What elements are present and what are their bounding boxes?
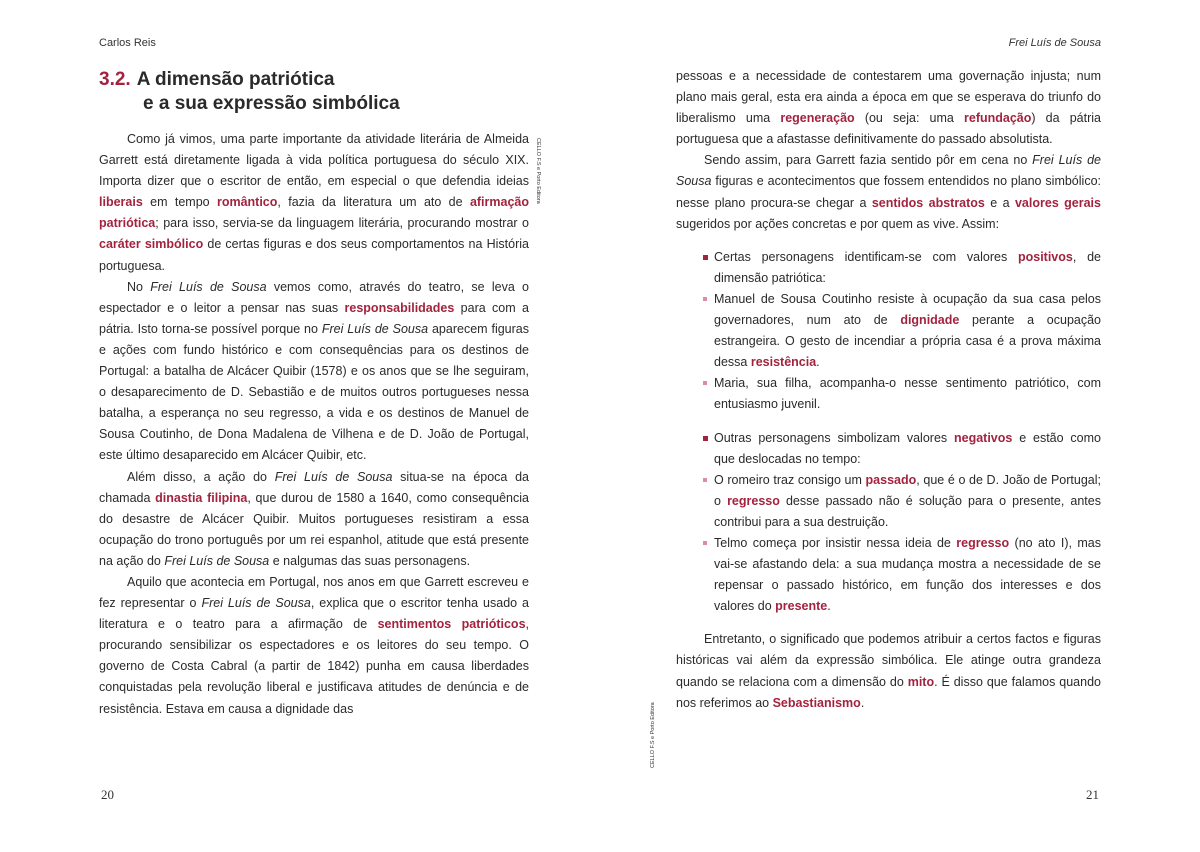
text-run: , explica que o escritor tenha usado a literatura e o teatro para a afirmação de [99, 596, 530, 632]
text-run: . [860, 695, 865, 710]
keyword-highlight: regresso [956, 535, 1010, 550]
text-run: (ou seja: uma [854, 111, 964, 126]
text-run: e estão como que deslocadas no tempo: [714, 430, 1101, 466]
text-run: Telmo começa por insistir nessa ideia de [714, 535, 957, 550]
text-run: . [816, 355, 820, 370]
text-run: Entretanto, o significado que podemos atribuir a certos factos e figuras históricas vai além da expressão simbólica. Ele atinge outra grandeza quando se relaciona com a dimensão do [676, 632, 1101, 689]
work-title: Frei Luís de Sousa [274, 469, 393, 484]
text-run: , procurando sensibilizar os espectadores e os leitores do seu tempo. O governo de Costa Cabral (a partir de 1842) punha em causa liberdades conquistadas pela revolução liberal e justificava atitudes de denúncia e de resistência. Estava em causa a dignidade das [99, 617, 530, 716]
sub-bullet-item [714, 289, 1101, 373]
body-paragraph [99, 277, 529, 467]
right-body-text [676, 66, 1101, 714]
text-run: de certas figuras e dos seus comportamentos na História portuguesa. [99, 237, 529, 273]
publisher-credit: CELLO F.S e Porto Editora [535, 138, 541, 204]
running-head-title: Frei Luís de Sousa [1008, 37, 1101, 49]
keyword-highlight: refundação [964, 111, 1032, 126]
keyword-highlight: romântico [216, 195, 278, 210]
text-run: sugeridos por ações concretas e por quem as vive. Assim: [676, 216, 1000, 231]
text-run: em tempo [142, 195, 217, 210]
text-run: Aquilo que acontecia em Portugal, nos anos em que Garrett escreveu e fez representar o [99, 574, 529, 611]
sub-bullet-list [714, 470, 1101, 618]
keyword-highlight: Sebastianismo [772, 695, 861, 710]
text-run: . É disso que falamos quando nos referimos ao [676, 674, 1101, 710]
body-paragraph [99, 467, 529, 572]
left-body-text [99, 129, 529, 720]
page-number-right: 21 [1086, 787, 1099, 802]
body-paragraph [676, 66, 1101, 150]
text-run: , fazia da literatura um ato de [277, 195, 470, 210]
work-title: Frei Luís de Sousa [321, 321, 429, 336]
text-run: situa-se na época da chamada [99, 469, 530, 505]
publisher-credit: CELLO F.S e Porto Editora [650, 702, 656, 768]
text-run: , de dimensão patriótica: [714, 249, 1101, 285]
section-title-line2: e a sua expressão simbólica [143, 93, 400, 114]
right-page [600, 0, 1200, 852]
body-paragraph [676, 150, 1101, 234]
keyword-highlight: responsabilidades [344, 300, 455, 315]
keyword-highlight: regresso [727, 493, 780, 508]
body-paragraph [99, 572, 529, 720]
work-title: Frei Luís de Sousa [676, 153, 1101, 189]
section-heading [99, 68, 529, 116]
text-run: , que durou de 1580 a 1640, como consequência do desastre de Alcácer Quibir. Muitos portugueses resistiram a essa ocupação do trono português por um rei espanhol, atitude que está presente na ação do [99, 490, 529, 568]
bullet-item [714, 428, 1101, 618]
text-run: , que é o de D. João de Portugal; o [714, 472, 1101, 508]
text-run: aparecem figuras e ações com fundo histórico e com consequências para os destinos de Portugal: a batalha de Alcácer Quibir (1578) e os anos que se lhe seguiram, o desaparecimento de D. Sebastião e de muitos outros portugueses nessa batalha, a esperança no seu regresso, a vida e os destinos de Manuel de Sousa Coutinho, de Dona Madalena de Vilhena e de D. João de Portugal, este último desaparecido em Alcácer Quibir, etc. [99, 321, 529, 463]
text-run: ) da pátria portuguesa que a afastasse definitivamente do passado absolutista. [676, 111, 1101, 147]
bullet-list [676, 247, 1101, 618]
keyword-highlight: positivos [1017, 249, 1073, 264]
sub-bullet-item [714, 373, 1101, 415]
sub-bullet-list [714, 289, 1101, 416]
sub-bullet-item [714, 470, 1101, 533]
running-head-author: Carlos Reis [99, 37, 156, 49]
keyword-highlight: sentidos abstratos [871, 195, 985, 210]
text-run: pessoas e a necessidade de contestarem uma governação injusta; num plano mais geral, esta era ainda a época em que se esperava do triunfo do liberalismo uma [676, 69, 1101, 126]
text-run: e nalgumas das suas personagens. [269, 553, 471, 568]
section-number: 3.2. [99, 69, 131, 90]
text-run: . [827, 599, 831, 614]
keyword-highlight: valores gerais [1014, 195, 1101, 210]
text-run: vemos como, através do teatro, se leva o espectador e o leitor a pensar nas suas [99, 279, 529, 315]
text-run: ; para isso, servia-se da linguagem literária, procurando mostrar o [155, 216, 529, 231]
text-run: Como já vimos, uma parte importante da atividade literária de Almeida Garrett está diretamente ligada à vida política portuguesa do século XIX. Importa dizer que o escritor de então, em especial o que defendia ideias [99, 132, 529, 189]
keyword-highlight: sentimentos patrióticos [377, 617, 526, 632]
keyword-highlight: passado [865, 472, 917, 487]
keyword-highlight: negativos [954, 430, 1013, 445]
bullet-item [714, 247, 1101, 416]
text-run: Outras personagens simbolizam valores [714, 430, 954, 445]
keyword-highlight: presente [775, 599, 828, 614]
work-title: Frei Luís de Sousa [150, 279, 267, 294]
keyword-highlight: resistência [750, 355, 817, 370]
text-run: O romeiro traz consigo um [714, 472, 866, 487]
keyword-highlight: caráter simbólico [99, 237, 204, 252]
text-run: Além disso, a ação do [127, 469, 275, 484]
text-run: (no ato I), mas vai-se afastando dela: a sua mudança mostra a necessidade de se repensar o passado histórico, em função dos interesses e dos valores do [714, 535, 1102, 614]
text-run: Manuel de Sousa Coutinho resiste à ocupação da sua casa pelos governadores, num ato de [714, 291, 1101, 328]
text-run: figuras e acontecimentos que fossem entendidos no plano simbólico: nesse plano procura-se chegar a [676, 174, 1101, 210]
keyword-highlight: afirmação patriótica [99, 195, 529, 231]
keyword-highlight: regeneração [780, 111, 855, 126]
text-run: para com a pátria. Isto torna-se possível porque no [99, 300, 529, 336]
text-run: Sendo assim, para Garrett fazia sentido pôr em cena no [704, 153, 1033, 168]
keyword-highlight: liberais [99, 195, 143, 210]
text-run: perante a ocupação estrangeira. O gesto de incendiar a própria casa é a prova máxima dessa [714, 313, 1101, 370]
keyword-highlight: dignidade [900, 313, 960, 328]
page-number-left: 20 [101, 787, 114, 802]
keyword-highlight: mito [907, 674, 935, 689]
body-paragraph [99, 129, 529, 277]
text-run: No [127, 279, 151, 294]
keyword-highlight: dinastia filipina [155, 490, 248, 505]
text-run: e a [984, 195, 1015, 210]
text-run: Certas personagens identificam-se com valores [714, 249, 1018, 264]
text-run: desse passado não é solução para o presente, antes contribui para a sua destruição. [714, 493, 1101, 529]
work-title: Frei Luís de Sousa [164, 553, 270, 568]
text-run: Maria, sua filha, acompanha-o nesse sentimento patriótico, com entusiasmo juvenil. [714, 376, 1101, 412]
section-title-line1: A dimensão patriótica [136, 69, 335, 90]
body-paragraph [676, 629, 1101, 713]
sub-bullet-item [714, 533, 1101, 617]
work-title: Frei Luís de Sousa [201, 596, 311, 611]
